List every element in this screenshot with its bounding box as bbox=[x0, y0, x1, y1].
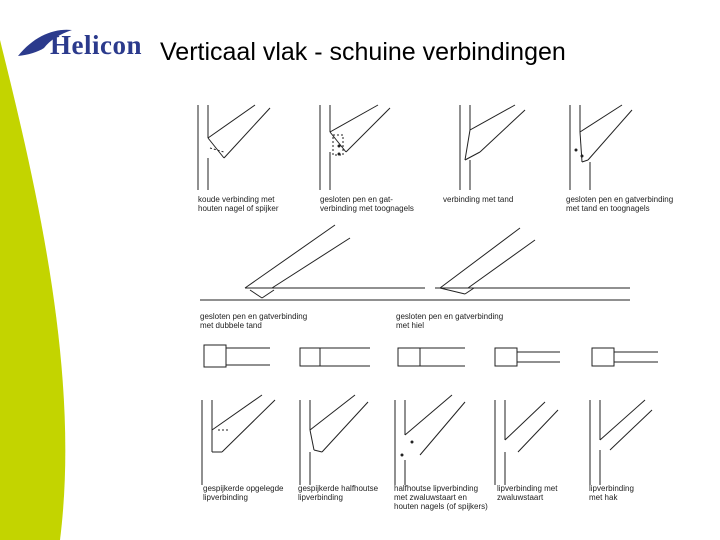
drawing-pen-gat-toognagels bbox=[320, 105, 390, 190]
drawing-lip-halfhouts bbox=[300, 395, 368, 485]
caption-lip-zwaluwstaart-nagels: halfhoutse lipverbinding met zwaluwstaart en houten nagels (of spijkers) bbox=[394, 484, 488, 511]
drawing-koude-verbinding bbox=[198, 105, 270, 190]
drawing-lip-zwaluwstaart-nagels bbox=[395, 395, 465, 485]
drawing-lip-hak bbox=[590, 400, 652, 485]
joint-drawings bbox=[190, 90, 710, 520]
caption-lip-opgelegd: gespijkerde opgelegde lipverbinding bbox=[203, 484, 284, 502]
caption-hiel: gesloten pen en gatverbinding met hiel bbox=[396, 312, 504, 330]
drawing-verbinding-tand bbox=[460, 105, 525, 190]
drawing-pen-gat-tand-toognagels bbox=[570, 105, 632, 190]
caption-verbinding-tand: verbinding met tand bbox=[443, 195, 514, 204]
drawing-dubbele-tand bbox=[200, 225, 425, 300]
caption-pen-gat-toognagels: gesloten pen en gat- verbinding met toognagels bbox=[320, 195, 414, 213]
drawing-hiel bbox=[395, 228, 630, 300]
drawing-lip-zwaluwstaart bbox=[495, 400, 558, 485]
caption-lip-zwaluwstaart: lipverbinding met zwaluwstaart bbox=[497, 484, 558, 502]
cross-sections bbox=[204, 345, 658, 367]
caption-dubbele-tand: gesloten pen en gatverbinding met dubbele tand bbox=[200, 312, 308, 330]
drawing-lip-opgelegd bbox=[202, 395, 275, 485]
caption-koude-verbinding: koude verbinding met houten nagel of spijker bbox=[198, 195, 279, 213]
caption-pen-gat-tand-toognagels: gesloten pen en gatverbinding met tand en toognagels bbox=[566, 195, 674, 213]
logo-text: Helicon bbox=[50, 30, 142, 60]
caption-lip-hak: lipverbinding met hak bbox=[589, 484, 634, 502]
page-title: Verticaal vlak - schuine verbindingen bbox=[160, 38, 566, 66]
caption-lip-halfhouts: gespijkerde halfhoutse lipverbinding bbox=[298, 484, 379, 502]
